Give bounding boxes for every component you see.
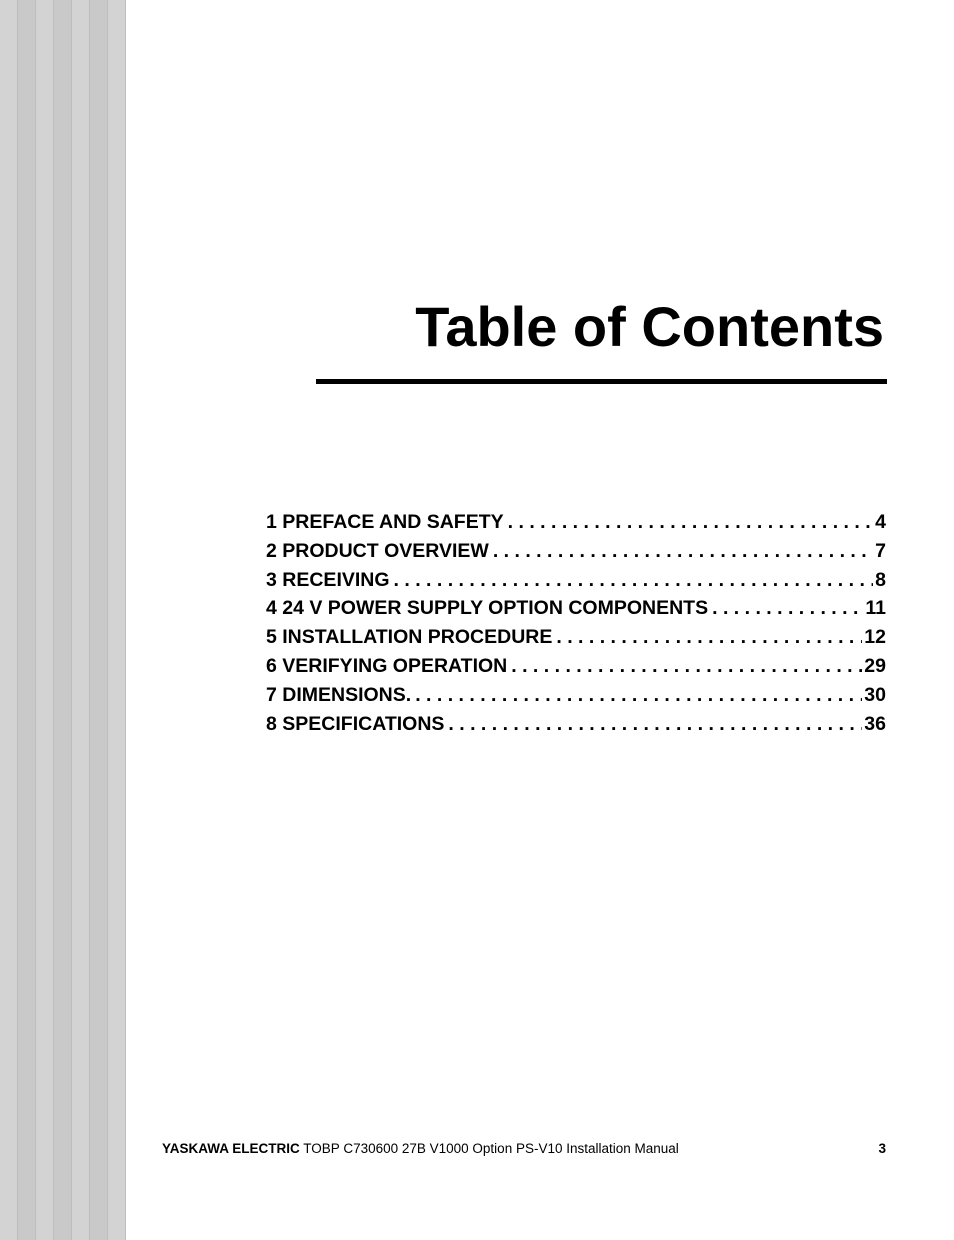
toc-entry-page: 36 xyxy=(864,712,886,735)
toc-entry-page: 11 xyxy=(865,597,886,620)
decorative-side-bar xyxy=(0,0,126,1240)
toc-entry-verifying-operation[interactable] xyxy=(266,652,886,681)
toc-entry-receiving[interactable] xyxy=(266,566,886,595)
toc-entry-dimensions[interactable] xyxy=(266,681,886,710)
page-title: Table of Contents xyxy=(415,295,884,358)
toc-dot-leader xyxy=(394,566,874,595)
toc-entry-preface[interactable] xyxy=(266,508,886,537)
side-bar-stripe xyxy=(18,0,36,1240)
toc-entry-power-supply-components[interactable] xyxy=(266,594,886,623)
toc-dot-leader xyxy=(511,652,862,681)
toc-entry-page: 30 xyxy=(864,683,886,706)
toc-dot-leader xyxy=(415,681,862,710)
side-bar-stripe xyxy=(0,0,18,1240)
toc-entry-page: 12 xyxy=(864,626,886,649)
footer-document-line xyxy=(162,1141,679,1156)
side-bar-stripe xyxy=(54,0,72,1240)
side-bar-stripe xyxy=(108,0,126,1240)
toc-entry-product-overview[interactable] xyxy=(266,537,886,566)
toc-entry-installation-procedure[interactable] xyxy=(266,623,886,652)
footer-document-title: TOBP C730600 27B V1000 Option PS-V10 Installation Manual xyxy=(303,1141,679,1156)
side-bar-stripe xyxy=(72,0,90,1240)
toc-entry-label: 4 24 V POWER SUPPLY OPTION COMPONENTS xyxy=(266,597,709,620)
toc-entry-label: 2 PRODUCT OVERVIEW xyxy=(266,539,489,562)
footer-page-number: 3 xyxy=(878,1141,886,1156)
toc-entry-label: 5 INSTALLATION PROCEDURE xyxy=(266,626,553,649)
toc-entry-page: 7 xyxy=(875,539,886,562)
toc-entry-page: 8 xyxy=(875,568,886,591)
side-bar-stripe xyxy=(90,0,108,1240)
title-rule xyxy=(316,379,887,384)
side-bar-stripe xyxy=(36,0,54,1240)
footer-brand: YASKAWA ELECTRIC xyxy=(162,1141,300,1156)
toc-entry-label: 7 DIMENSIONS. xyxy=(266,683,412,706)
toc-entry-label: 1 PREFACE AND SAFETY xyxy=(266,511,504,533)
toc-entry-page: 4 xyxy=(875,511,886,533)
toc-entry-label: 6 VERIFYING OPERATION xyxy=(266,654,508,677)
toc-entry-page: 29 xyxy=(864,654,886,677)
toc-entry-label: 8 SPECIFICATIONS xyxy=(266,712,445,735)
toc-entry-label: 3 RECEIVING xyxy=(266,568,390,591)
toc-dot-leader xyxy=(448,710,862,739)
toc-dot-leader xyxy=(712,594,863,623)
toc-dot-leader xyxy=(493,537,873,566)
toc-entry-specifications[interactable] xyxy=(266,710,886,739)
toc-dot-leader xyxy=(556,623,862,652)
toc-dot-leader xyxy=(508,508,873,537)
page-footer xyxy=(162,1141,886,1156)
toc-list xyxy=(266,508,886,738)
